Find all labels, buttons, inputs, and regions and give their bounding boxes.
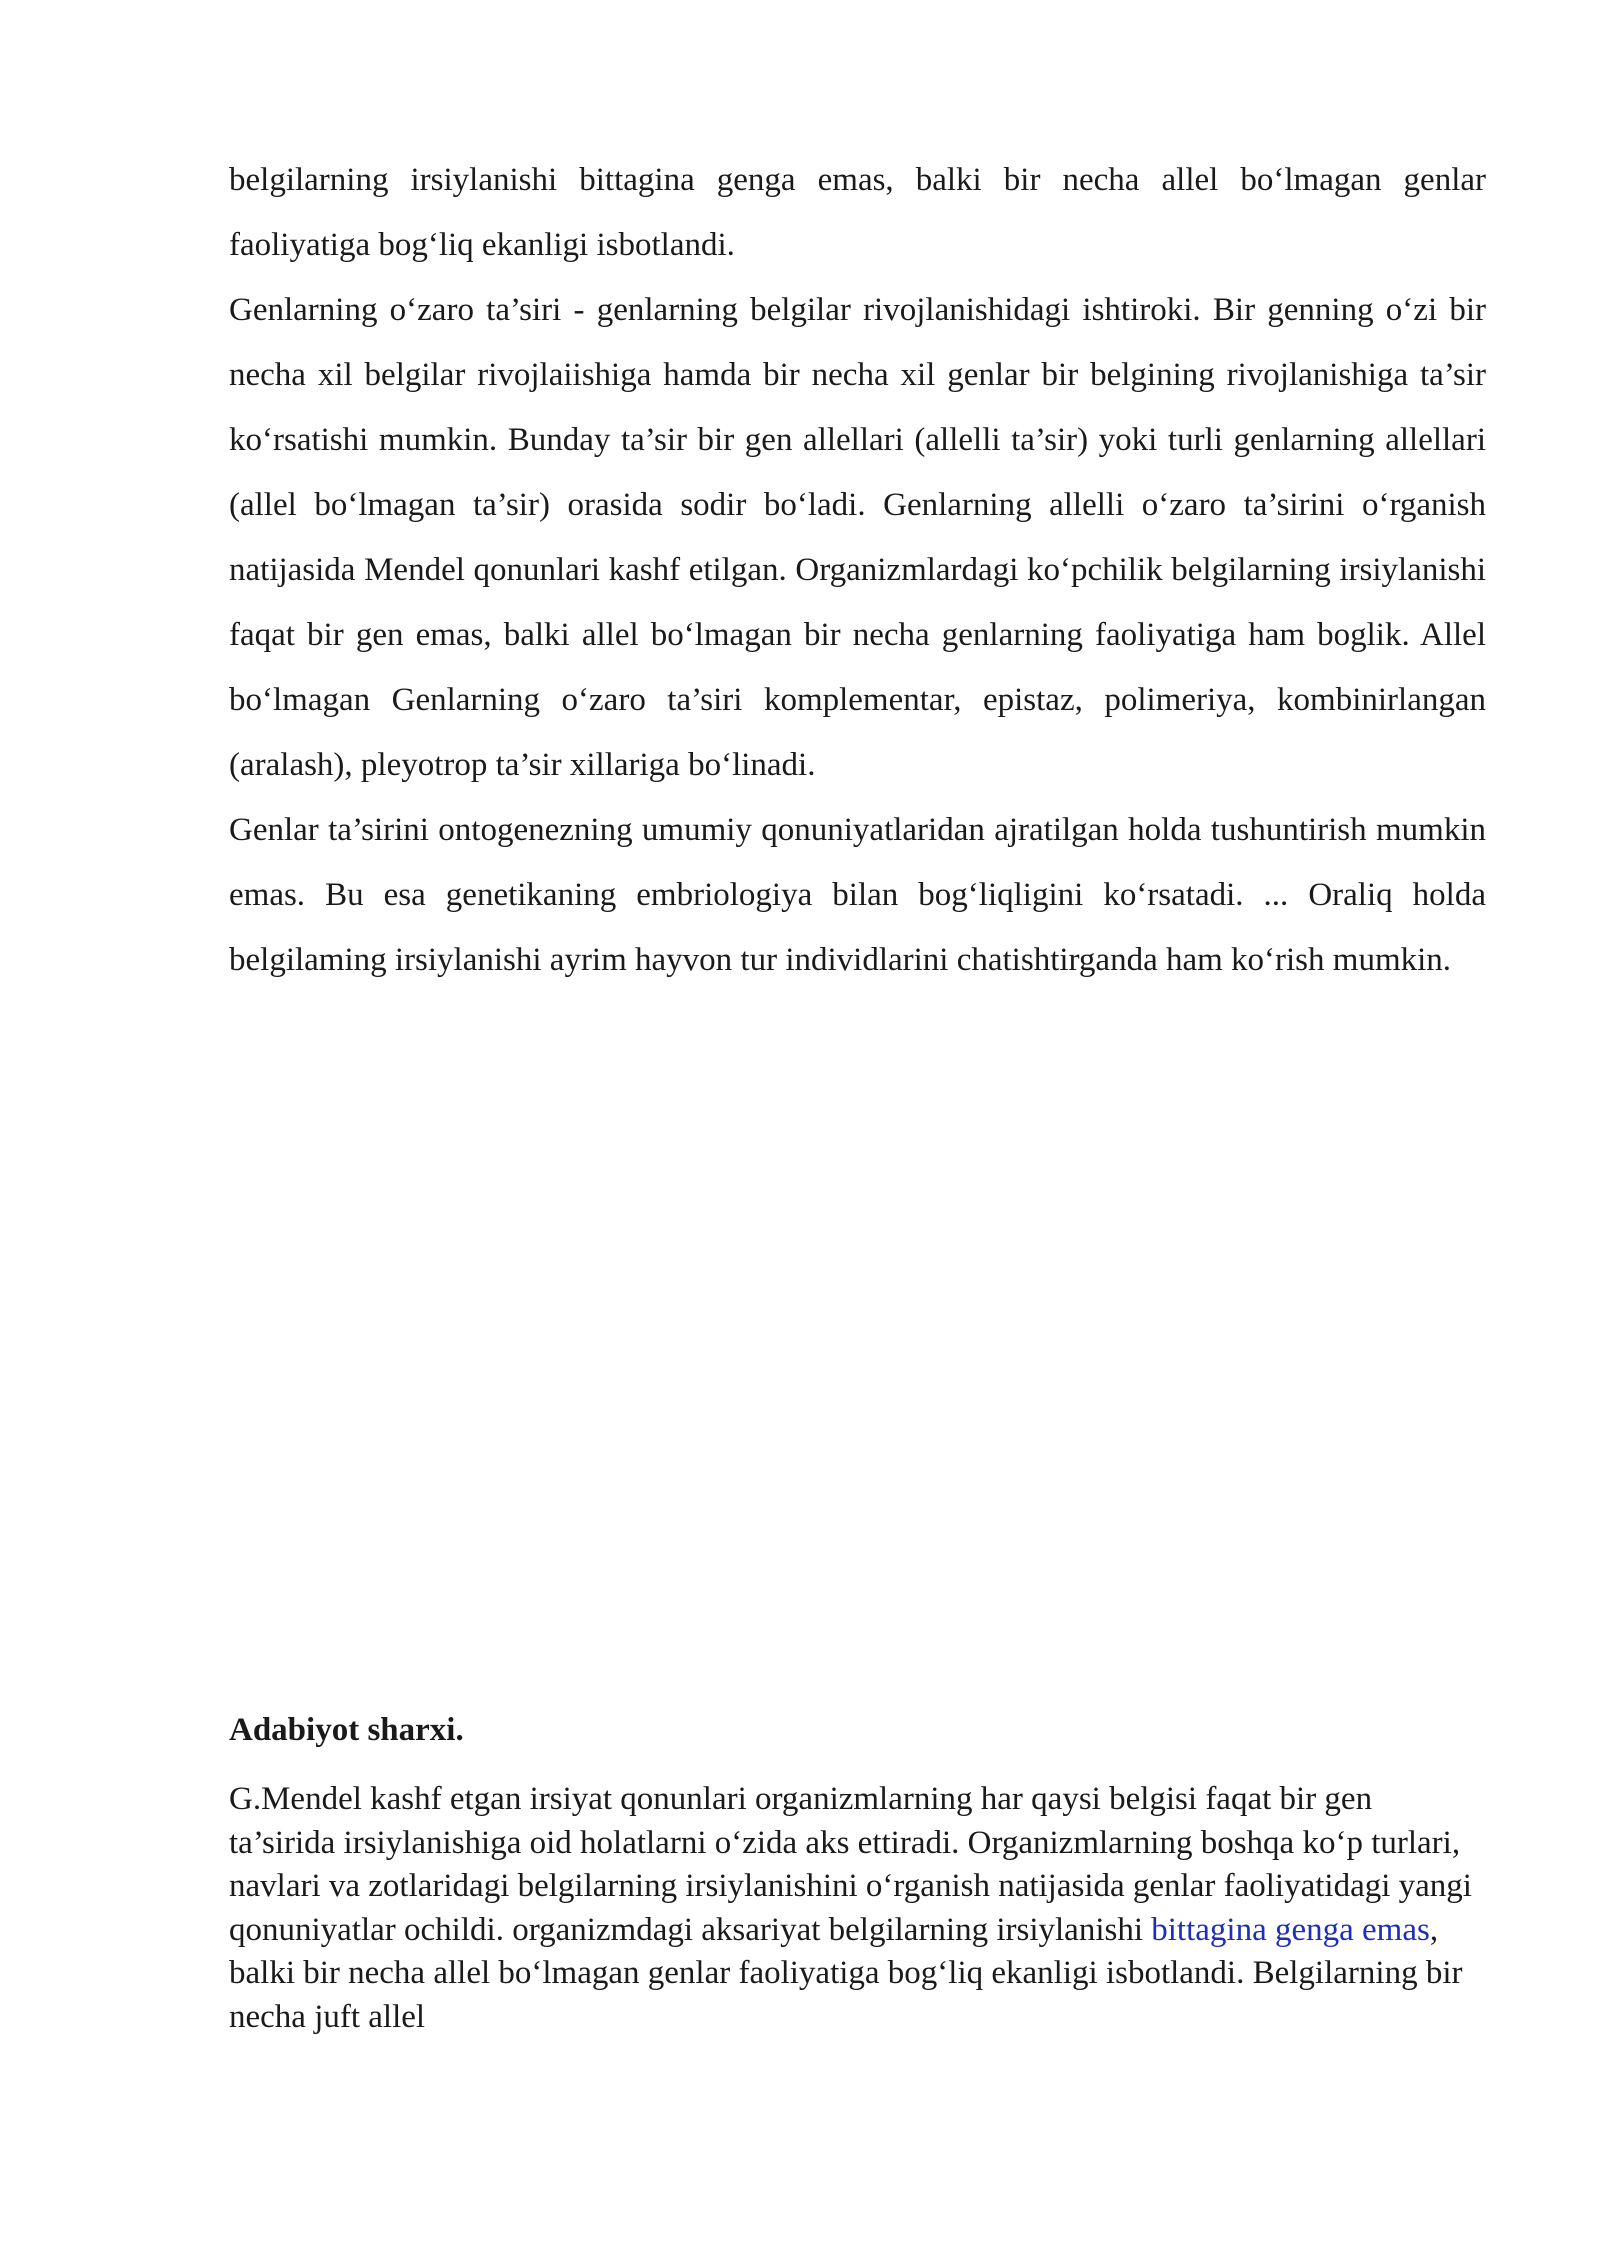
paragraph-gene-interaction: Genlarning o‘zaro ta’siri - genlarning belgilar rivojlanishidagi ishtiroki. Bir genning o‘zi bir necha xil belgilar rivojlaiishiga hamda bir necha xil genlar bir belgining rivojlanishiga ta’sir ko‘rsatishi mumkin. Bunday ta’sir bir gen allellari (allelli ta’sir) yoki turli genlarning allellari (allel bo‘lmagan ta’sir) orasida sodir bo‘ladi. Genlarning allelli o‘zaro ta’sirini o‘rganish natijasida Mendel qonunlari kashf etilgan. Organizmlardagi ko‘pchilik belgilarning irsiylanishi faqat bir gen emas, balki allel bo‘lmagan bir necha genlarning faoliyatiga ham boglik. Allel bo‘lmagan Genlarning o‘zaro ta’siri komplementar, epistaz, polimeriya, kombinirlangan (aralash), pleyotrop ta’sir xillariga bo‘linadi. xyxy=(229,292,1486,783)
review-link[interactable]: bittagina genga emas xyxy=(1151,1911,1430,1948)
literature-review-paragraph xyxy=(229,1778,1486,2039)
review-text-start: G.Mendel kashf etgan irsiyat qonunlari organizmlarning har qaysi belgisi faqat bir gen ta’sirida irsiylanishiga oid holatlarni o‘zida aks ettiradi. Organizmlarning boshqa ko‘p turlari, navlari va zotlaridagi belgilarning irsiylanishini o‘rganish natijasida genlar faoliyatidagi yangi qonuniyatlar ochildi. organizmdagi aksariyat belgilarning irsiylanishi xyxy=(229,1781,1472,1948)
paragraph-ontogenesis: Genlar ta’sirini ontogenezning umumiy qonuniyatlaridan ajratilgan holda tushuntirish mumkin emas. Bu esa genetikaning embriologiya bilan bog‘liqligini ko‘rsatadi. ... Oraliq holda belgilaming irsiylanishi ayrim hayvon tur individlarini chatishtirganda ham ko‘rish mumkin. xyxy=(229,812,1486,978)
body-text xyxy=(229,148,1486,993)
paragraph-continuation: belgilarning irsiylanishi bittagina genga emas, balki bir necha allel bo‘lmagan genlar faoliyatiga bog‘liq ekanligi isbotlandi. xyxy=(229,162,1486,263)
section-title: Adabiyot sharxi. xyxy=(229,1712,464,1748)
review-text-end: , balki bir necha allel bo‘lmagan genlar faoliyatiga bog‘liq ekanligi isbotlandi. Belgilarning bir necha juft allel xyxy=(229,1911,1463,2035)
